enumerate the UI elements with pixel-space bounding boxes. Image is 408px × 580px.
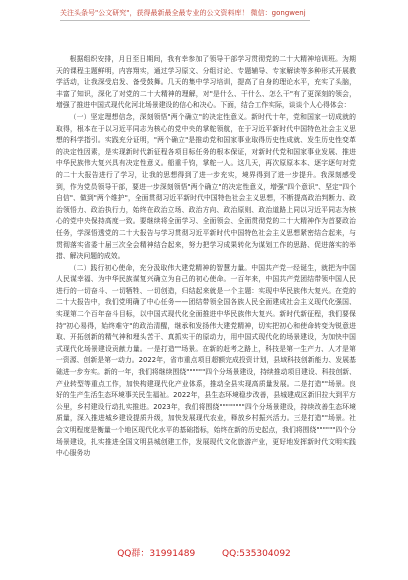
page-footer <box>0 546 408 559</box>
document-body <box>56 54 356 460</box>
qq-number-text: QQ:535304092 <box>222 549 291 559</box>
section-one-paragraph: （一）坚定理想信念，深刻领悟"两个确立"的决定性意义。新时代十年，党和国家一切成就的取得，根本在于以习近平同志为核心的党中央的掌舵领航，在于习近平新时代中国特色社会主义思想的科学指引。实践充分证明，"两个确立"是推动党和国家事业取得历史性成就、发生历史性变革的决定性因素，是实现新时代新征程各项目标任务的根本保证，对新时代党和国家事业发展、推进中华民族伟大复兴具有决定性意义。船重千钧，掌舵一人。这几天，再次原原本本、逐字逐句对党的二十大报告进行了学习，让我的思想得到了进一步充实，境界得到了进一步提升。我深刻感受到，作为党员领导干部，要进一步深刻领悟"两个确立"的决定性意义，增强"四个意识"、坚定"四个自信"、做到"两个维护"，全面贯彻习近平新时代中国特色社会主义思想，不断提高政治判断力、政治领悟力、政治执行力，始终在政治立场、政治方向、政治原则、政治道路上同以习近平同志为核心的党中央保持高度一致。要继续将全面学习、全面领会、全面贯彻党的二十大精神作为首要政治任务，学深悟透党的二十大报告与学习贯彻习近平新时代中国特色社会主义思想紧密结合起来，与贯彻落实省委十届三次全会精神结合起来，努力把学习成果转化为谋划工作的思路、促进落实的举措、解决问题的成效。 <box>56 112 356 261</box>
intro-paragraph: 根据组织安排，月日至日期间，我有幸参加了领导干部学习贯彻党的二十大精神培训班。为期天的课程主题鲜明，内容翔实，通过学习原文、分组讨论、专题辅导、专家解读等多种形式开展教学活动，让我深受启发、备受鼓舞。几天的集中学习培训，提高了自身的理论水平，充实了头脑，丰富了知识，深化了对党的二十大精神的理解，对"是什么、干什么、怎么干"有了更深刻的领会，增强了推进中国式现代化河北场景建设的信心和决心。下面，结合工作实际，谈谈个人心得体会： <box>56 55 356 110</box>
page-header: 关注头条号"公文研究"，获得最新最全最专业的公文资料库！ 微信：gongwenj <box>60 9 310 21</box>
section-two-paragraph: （二）践行初心使命，充分汲取伟大建党精神的智慧力量。中国共产党一经诞生，就把为中国人民谋幸福、为中华民族谋复兴确立为自己的初心使命。一百年来，中国共产党团结带领中国人民进行的一切奋斗、一切牺牲、一切创造，归结起来就是一个主题：实现中华民族伟大复兴。在党的二十大报告中，我们党明确了中心任务——团结带领全国各族人民全面建成社会主义现代化强国、实现第二个百年奋斗目标，以中国式现代化全面推进中华民族伟大复兴。新时代新征程，我们要保持"初心易得，始终难守"的政治清醒，继承和发扬伟大建党精神，切实把初心和使命转变为锐意进取、开拓创新的精气神和埋头苦干、真抓实干的原动力，用中国式现代化的场景建设，为加快中国式现代化场景建设贡献力量。一是打造""场景。在新的赶考之路上，科技是第一生产力、人才是第一资源、创新是第一动力。2022年，省市重点项目超额完成投资计划，县域科技创新能力、发展基础进一步夯实。新的一年，我们将继续围绕""""""四个分场景建设，持续推动项目建设、科技创新、产业转型等重点工作，加快构建现代化产业体系，推动全县实现高质量发展。二是打造""场景。良好的生产生活生态环境事关民生福祉。2022年，县生态环境稳步改善，县城建成区新旧拉大到平方公里，乡村建设行动扎实推进。2023年，我们将围绕""""""""四个分场景建设，持续改善生态环境质量，深入推进城乡建设提质升级，加快发展现代农业，释放乡村振兴活力。三是打造""场景。社会文明程度是衡量一个地区现代化水平的基础指标，始终在新的历史起点，我们将围绕""""""四个分场景建设，扎实推进全国文明县城创建工作，发展现代文化旅游产业，更好地发挥新时代文明实践中心服务功 <box>56 263 356 458</box>
qq-group-text: QQ群：31991489 <box>117 549 196 559</box>
